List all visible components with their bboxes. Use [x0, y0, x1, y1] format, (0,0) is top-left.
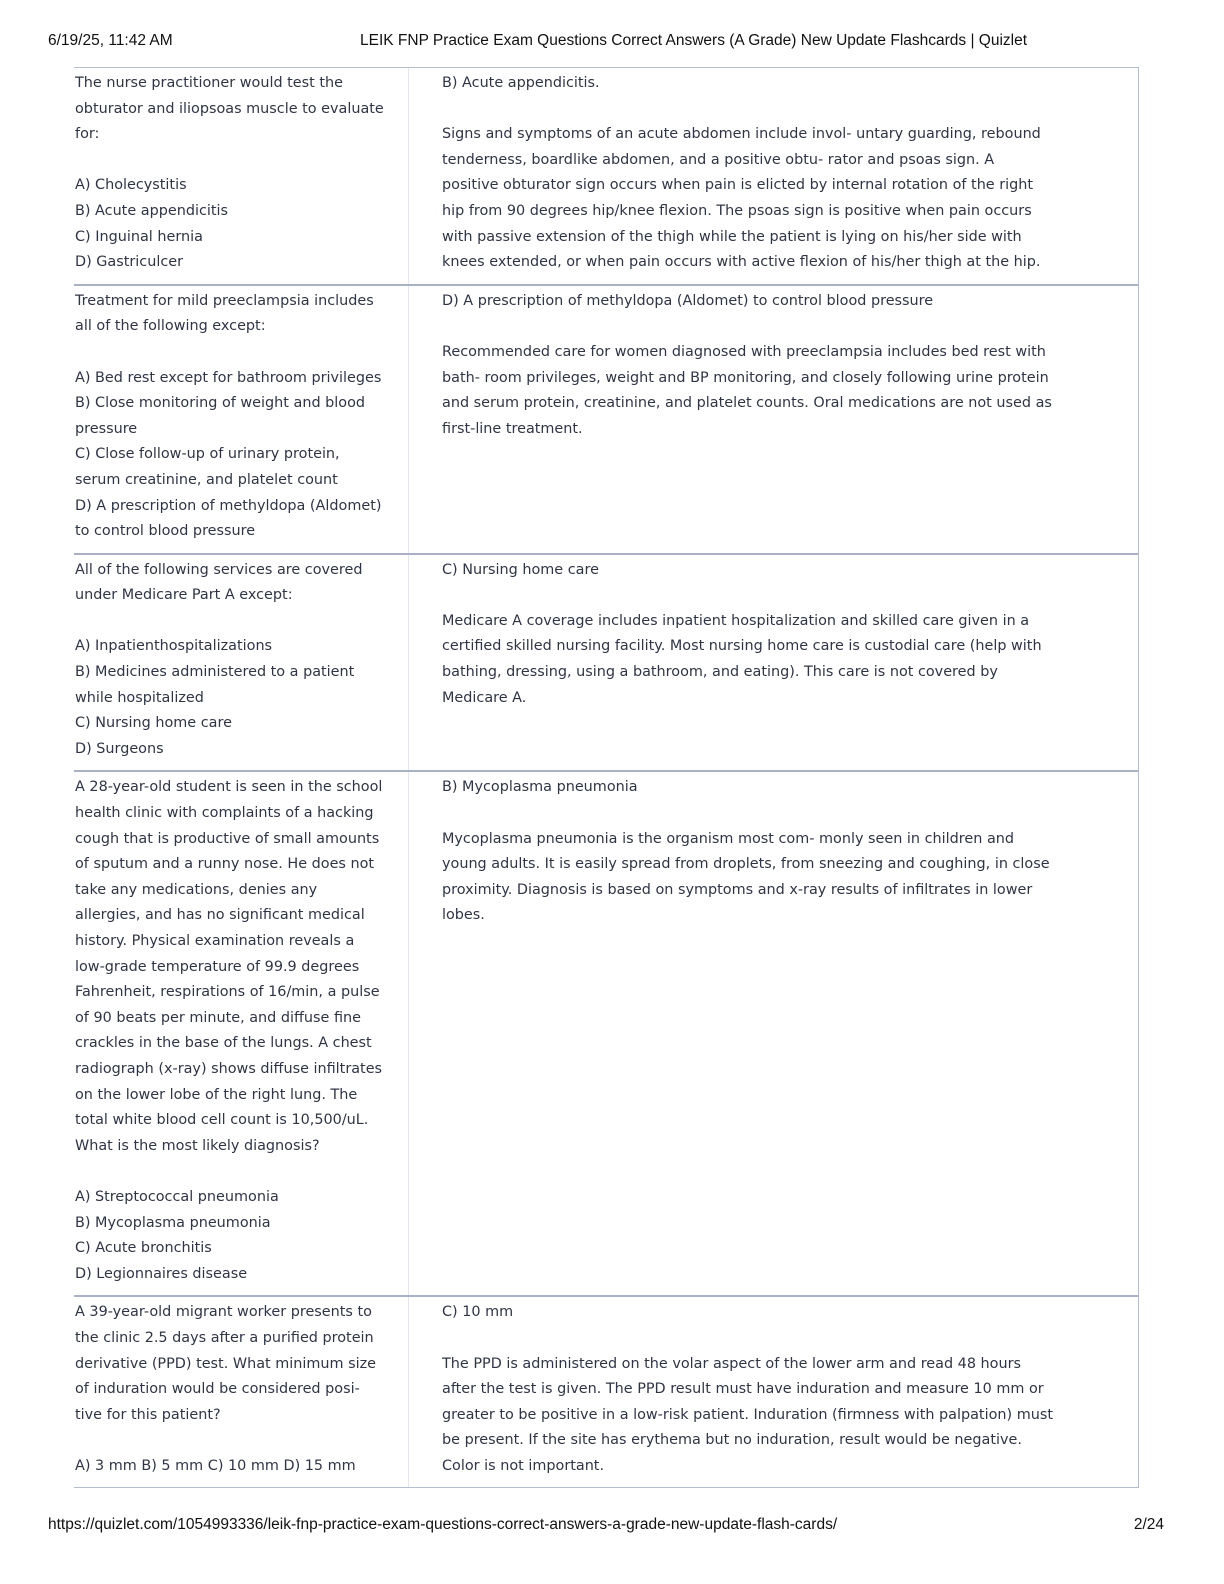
- card-term: [74, 555, 409, 771]
- option: C) Acute bronchitis: [75, 1240, 212, 1257]
- print-header: [48, 32, 1176, 54]
- question-text: A 39-year-old migrant worker presents to the clinic 2.5 days after a purified protein derivative (PPD) test. What minimum size of induration would be considered posi- tive for this patient?: [75, 1304, 377, 1423]
- explanation-text: The PPD is administered on the volar aspect of the lower arm and read 48 hours after the test is given. The PPD result must have induration and measure 10 mm or greater to be positive in a low-risk patient. Induration (firmness with palpation) must be present. If the site has erythema but no induration, result would be negative. Color is not important.: [442, 1355, 1053, 1474]
- answer-text: C) Nursing home care: [442, 561, 599, 578]
- explanation-text: Medicare A coverage includes inpatient hospitalization and skilled care given in a certified skilled nursing facility. Most nursing home care is custodial care (help with bathing, dressing, using a bathroom, and eating). This care is not covered by Medicare A.: [442, 612, 1042, 706]
- option: B) Acute appendicitis: [75, 202, 228, 219]
- option: D) Gastriculcer: [75, 254, 184, 271]
- flashcard: [74, 286, 1138, 555]
- option: A) Inpatienthospitalizations: [75, 638, 273, 655]
- option: C) Nursing home care: [75, 715, 232, 732]
- option: D) A prescription of methyldopa (Aldomet) to control blood pressure: [75, 497, 382, 540]
- option: C) Close follow-up of urinary protein, serum creatinine, and platelet count: [75, 446, 340, 488]
- explanation-text: Signs and symptoms of an acute abdomen include invol- untary guarding, rebound tenderness, boardlike abdomen, and a positive obtu- rator and psoas sign. A positive obturator sign occurs when pain is elicted by internal rotation of the right hip from 90 degrees hip/knee flexion. The psoas sign is positive when pain occurs with passive extension of the thigh while the patient is lying on his/her side with knees extended, or when pain occurs with active flexion of his/her thigh at the hip.: [442, 126, 1041, 271]
- flashcard: [74, 772, 1138, 1297]
- page-number: 2/24: [1133, 1516, 1164, 1533]
- page-title: LEIK FNP Practice Exam Questions Correct Answers (A Grade) New Update Flashcards | Quizlet: [360, 32, 1028, 49]
- flashcard-list: [74, 67, 1139, 1488]
- answer-text: C) 10 mm: [442, 1304, 514, 1321]
- card-definition: [409, 286, 1138, 553]
- option: D) Surgeons: [75, 740, 164, 757]
- card-definition: [409, 68, 1138, 284]
- option: A) Cholecystitis: [75, 177, 187, 194]
- option: C) Inguinal hernia: [75, 228, 203, 245]
- card-term: [74, 772, 409, 1295]
- explanation-text: Recommended care for women diagnosed with preeclampsia includes bed rest with bath- room privileges, weight and BP monitoring, and closely following urine protein and serum protein, creatinine, and platelet counts. Oral medications are not used as first-line treatment.: [442, 343, 1052, 437]
- page-url: https://quizlet.com/1054993336/leik-fnp-practice-exam-questions-correct-answers-a-grade-new-update-flash-cards/: [48, 1516, 838, 1533]
- option: D) Legionnaires disease: [75, 1265, 248, 1282]
- answer-text: B) Mycoplasma pneumonia: [442, 779, 638, 796]
- card-definition: [409, 555, 1138, 771]
- explanation-text: Mycoplasma pneumonia is the organism most com- monly seen in children and young adults. It is easily spread from droplets, from sneezing and coughing, in close proximity. Diagnosis is based on symptoms and x-ray results of infiltrates in lower lobes.: [442, 830, 1050, 924]
- answer-text: D) A prescription of methyldopa (Aldomet) to control blood pressure: [442, 292, 934, 309]
- option: A) Streptococcal pneumonia: [75, 1188, 279, 1205]
- question-text: The nurse practitioner would test the obturator and iliopsoas muscle to evaluate for:: [75, 75, 384, 143]
- card-term: [74, 68, 409, 284]
- card-definition: [409, 772, 1138, 1295]
- question-text: All of the following services are covered under Medicare Part A except:: [75, 561, 363, 604]
- flashcard: [74, 555, 1138, 773]
- flashcard: [74, 1297, 1138, 1488]
- print-footer: [48, 1516, 1164, 1538]
- print-datetime: 6/19/25, 11:42 AM: [48, 32, 173, 49]
- question-text: Treatment for mild preeclampsia includes all of the following except:: [75, 292, 374, 335]
- card-term: [74, 1297, 409, 1487]
- option: A) Bed rest except for bathroom privileges: [75, 369, 382, 386]
- option: B) Medicines administered to a patient while hospitalized: [75, 664, 355, 706]
- answer-text: B) Acute appendicitis.: [442, 75, 600, 91]
- card-term: [74, 286, 409, 553]
- question-text: A 28-year-old student is seen in the school health clinic with complaints of a hacking cough that is productive of small amounts of sputum and a runny nose. He does not take any medications, denies any allergies, and has no significant medical history. Physical examination reveals a low-grade temperature of 99.9 degrees Fahrenheit, respirations of 16/min, a pulse of 90 beats per minute, and diffuse fine crackles in the base of the lungs. A chest radiograph (x-ray) shows diffuse infiltrates on the lower lobe of the right lung. The total white blood cell count is 10,500/uL. What is the most likely diagnosis?: [75, 779, 383, 1154]
- option: B) Mycoplasma pneumonia: [75, 1214, 271, 1231]
- option: B) Close monitoring of weight and blood pressure: [75, 395, 366, 437]
- card-definition: [409, 1297, 1138, 1487]
- flashcard: [74, 68, 1138, 286]
- option: A) 3 mm B) 5 mm C) 10 mm D) 15 mm: [75, 1457, 356, 1474]
